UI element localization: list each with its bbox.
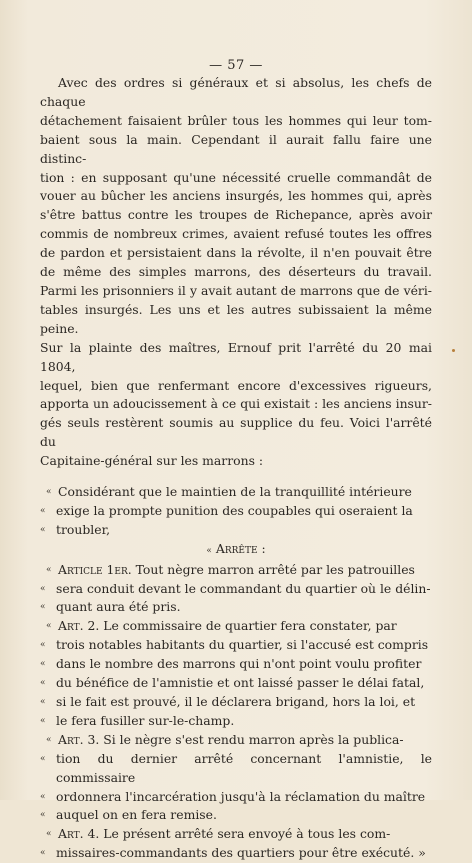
paper-speck	[452, 349, 455, 352]
quote-line: « ordonnera l'incarcération jusqu'à la réclamation du maître	[40, 788, 426, 804]
quote-line: « trois notables habitants du quartier, si l'accusé est compris	[40, 637, 429, 653]
quote-line: « du bénéfice de l'amnistie et ont laissé passer le délai fatal,	[40, 675, 425, 691]
quote-line: « missaires-commandants des quartiers pour être exécuté. »	[40, 845, 426, 861]
quote-line: « dans le nombre des marrons qui n'ont point voulu profiter	[40, 656, 422, 672]
arrete-heading: « Arrête :	[206, 540, 266, 556]
paragraph-line: de même des simples marrons, des déserteurs du travail.	[40, 264, 432, 280]
quote-line: « sera conduit devant le commandant du quartier où le délin-	[40, 580, 431, 596]
quote-line: « Considérant que le maintien de la tranquillité intérieure	[46, 484, 412, 500]
paragraph-line: Sur la plainte des maîtres, Ernouf prit l'arrêté du 20 mai 1804,	[40, 339, 432, 374]
paragraph-line: baient sous la main. Cependant il aurait fallu faire une distinc-	[40, 131, 432, 166]
paragraph-line: commis de nombreux crimes, avaient refusé toutes les offres	[40, 226, 432, 242]
page-number: — 57 —	[209, 58, 263, 73]
paragraph-line: s'être battus contre les troupes de Richepance, après avoir	[40, 207, 432, 223]
quote-line: « le fera fusiller sur-le-champ.	[40, 712, 235, 728]
main-paragraph	[40, 74, 432, 471]
page-body	[40, 74, 432, 863]
paragraph-line: détachement faisaient brûler tous les hommes qui leur tom-	[40, 112, 432, 128]
quote-line: « si le fait est prouvé, il le déclarera brigand, hors la loi, et	[40, 694, 416, 709]
paragraph-line: apporta un adoucissement à ce qui existait : les anciens insur-	[40, 396, 432, 412]
quote-line: « auquel on en fera remise.	[40, 807, 217, 823]
paragraph-line: vouer au bûcher les anciens insurgés, les hommes qui, après	[40, 188, 432, 204]
paragraph-line: Avec des ordres si généraux et si absolus, les chefs de chaque	[40, 75, 432, 109]
paragraph-line: Capitaine-général sur les marrons :	[40, 453, 264, 469]
paragraph-line: gés seuls restèrent soumis au supplice du feu. Voici l'arrêté du	[40, 415, 432, 450]
quote-line: « quant aura été pris.	[40, 599, 181, 615]
paragraph-line: lequel, bien que renfermant encore d'excessives rigueurs,	[40, 377, 432, 393]
article-3-line: « Art. 3. Si le nègre s'est rendu marron après la publica-	[46, 731, 404, 747]
quote-line: « troubler,	[40, 521, 111, 537]
article-1-line: « Article 1er. Tout nègre marron arrêté par les patrouilles	[46, 561, 415, 577]
quote-line: « exige la prompte punition des coupables qui oseraient la	[40, 502, 413, 518]
paragraph-line: tables insurgés. Les uns et les autres subissaient la même peine.	[40, 301, 432, 336]
article-4-line: « Art. 4. Le présent arrêté sera envoyé à tous les com-	[46, 826, 391, 842]
arrete-quotation	[40, 483, 432, 863]
quote-line: « tion du dernier arrêté concernant l'amnistie, le commissaire	[40, 750, 432, 785]
paragraph-line: tion : en supposant qu'une nécessité cruelle commandât de	[40, 169, 432, 185]
paragraph-line: Parmi les prisonniers il y avait autant de marrons que de véri-	[40, 282, 432, 298]
article-2-line: « Art. 2. Le commissaire de quartier fera constater, par	[46, 618, 397, 634]
paragraph-line: de pardon et persistaient dans la révolte, il n'en pouvait être	[40, 245, 432, 261]
